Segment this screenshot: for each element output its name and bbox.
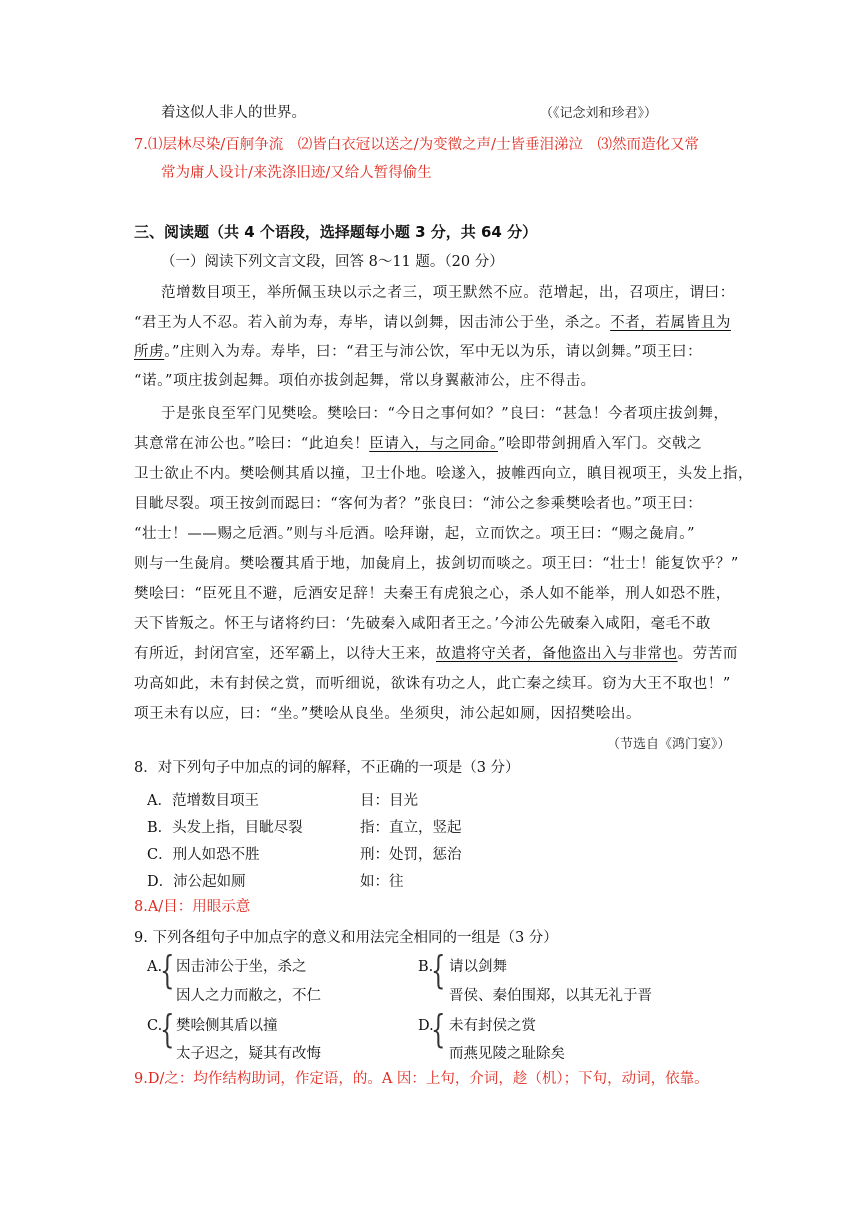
q9-option-a-label: A. — [147, 959, 163, 975]
passage-text: 有所近，封闭宫室，还军霸上，以待大王来， — [134, 646, 436, 662]
passage-p2-line-5: “壮士！——赐之卮酒。”则与斗卮酒。哙拜谢，起，立而饮之。项王曰：“赐之彘肩。” — [134, 526, 696, 542]
passage-p2-line-7: 樊哙曰：“臣死且不避，卮酒安足辞！夫秦王有虎狼之心，杀人如不能举，刑人如恐不胜， — [134, 586, 731, 602]
answer-9: 9.D/之：均作结构助词，作定语，的。A 因：上句，介词，趁（机）；下句，动词，依靠。 — [134, 1071, 709, 1087]
question-9-stem: 9. 下列各组句子中加点字的意义和用法完全相同的一组是（3 分） — [134, 930, 558, 946]
q9-option-d-sentence-2: 而燕见陵之耻除矣 — [449, 1046, 565, 1062]
q8-option-b: B．头发上指，目眦尽裂 — [147, 820, 303, 836]
passage-p2-line-9 — [134, 644, 738, 664]
section-3-title: 三、阅读题（共 4 个语段，选择题每小题 3 分，共 64 分） — [134, 223, 538, 241]
q9-option-c-sentence-1: 樊哙侧其盾以撞 — [176, 1018, 278, 1034]
passage-text: 。劳苦而 — [677, 646, 739, 662]
brace-icon: { — [431, 948, 446, 992]
underlined-sentence-1-end: 所虏 — [134, 344, 165, 360]
passage-p2-line-3: 卫士欲止不内。樊哙侧其盾以撞，卫士仆地。哙遂入，披帷西向立，瞋目视项王，头发上指， — [134, 466, 754, 482]
passage-text: ”哙即带剑拥盾入军门。交戟之 — [497, 436, 703, 452]
passage-p2-line-2 — [134, 434, 702, 454]
q8-option-d-meaning: 如：往 — [360, 874, 404, 890]
answer-8: 8.A/目：用眼示意 — [134, 899, 251, 915]
passage-p1-line-1: 范增数目项王，举所佩玉玦以示之者三，项王默然不应。范增起，出，召项庄，谓曰： — [161, 285, 735, 301]
underlined-sentence-1: 不者，若属皆且为 — [610, 315, 731, 331]
passage-p1-line-4: “诺。”项庄拔剑起舞。项伯亦拔剑起舞，常以身翼蔽沛公，庄不得击。 — [134, 373, 596, 389]
passage-p2-line-4: 目眦尽裂。项王按剑而跽曰：“客何为者？”张良曰：“沛公之参乘樊哙者也。”项王曰： — [134, 496, 703, 512]
passage-p2-line-8: 天下皆叛之。怀王与诸将约曰：‘先破秦入咸阳者王之。’今沛公先破秦入咸阳，毫毛不敢 — [134, 616, 711, 632]
section-3-intro: （一）阅读下列文言文段，回答 8～11 题。（20 分） — [161, 254, 504, 270]
q8-option-a-meaning: 目：目光 — [360, 793, 418, 809]
passage-p2-line-1: 于是张良至军门见樊哙。樊哙曰：“今日之事何如？”良曰：“甚急！今者项庄拔剑舞， — [161, 406, 729, 422]
q9-option-b-sentence-2: 晋侯、秦伯围郑，以其无礼于晋 — [449, 988, 652, 1004]
q9-option-c-label: C. — [147, 1018, 163, 1034]
q9-option-a-sentence-1: 因击沛公于坐，杀之 — [176, 959, 307, 975]
q9-option-a-sentence-2: 因人之力而敝之，不仁 — [176, 988, 321, 1004]
q8-option-b-meaning: 指：直立，竖起 — [360, 820, 462, 836]
q8-option-c-meaning: 刑：处罚，惩治 — [360, 847, 462, 863]
prev-answer-line: 着这似人非人的世界。 — [161, 105, 306, 121]
passage-text: 。”庄则入为寿。寿毕，曰：“君王与沛公饮，军中无以为乐，请以剑舞。”项王曰： — [164, 344, 703, 360]
passage-text: “君王为人不忍。若入前为寿，寿毕，请以剑舞，因击沛公于坐，杀之。 — [134, 315, 611, 331]
q8-option-d: D．沛公起如厕 — [147, 874, 246, 890]
answer-7-line-1: 7.⑴层林尽染/百舸争流 ⑵皆白衣冠以送之/为变徵之声/士皆垂泪涕泣 ⑶然而造化又常 — [134, 137, 699, 153]
question-8-stem: 8．对下列句子中加点的词的解释，不正确的一项是（3 分） — [134, 760, 520, 776]
passage-p2-line-6: 则与一生彘肩。樊哙覆其盾于地，加彘肩上，拔剑切而啖之。项王曰：“壮士！能复饮乎？” — [134, 556, 739, 572]
brace-icon: { — [431, 1007, 446, 1051]
passage-p1-line-2 — [134, 313, 731, 333]
passage-source: （节选自《鸿门宴》） — [607, 737, 731, 752]
underlined-sentence-2: 臣请入，与之同命。 — [369, 436, 498, 452]
q9-option-b-sentence-1: 请以剑舞 — [449, 959, 507, 975]
brace-icon: { — [160, 948, 175, 992]
q9-option-c-sentence-2: 太子迟之，疑其有改悔 — [176, 1046, 321, 1062]
passage-p1-line-3 — [134, 342, 702, 362]
q9-option-d-sentence-1: 未有封侯之赏 — [449, 1018, 536, 1034]
passage-p2-line-10: 功高如此，未有封侯之赏，而听细说，欲诛有功之人，此亡秦之续耳。窃为大王不取也！” — [134, 676, 731, 692]
q9-option-d-label: D. — [418, 1018, 434, 1034]
answer-7-line-2: 常为庸人设计/来洗涤旧迹/又给人暂得偷生 — [161, 165, 432, 181]
q8-option-a: A．范增数目项王 — [147, 793, 259, 809]
q8-option-c: C．刑人如恐不胜 — [147, 847, 260, 863]
passage-p2-line-11: 项王未有以应，曰：“坐。”樊哙从良坐。坐须臾，沛公起如厕，因招樊哙出。 — [134, 706, 642, 722]
brace-icon: { — [160, 1007, 175, 1051]
q9-option-b-label: B. — [418, 959, 434, 975]
prev-answer-source: （《记念刘和珍君》） — [540, 106, 658, 121]
passage-text: 其意常在沛公也。”哙曰：“此迫矣！ — [134, 436, 370, 452]
underlined-sentence-3: 故遣将守关者，备他盗出入与非常也 — [436, 646, 678, 662]
